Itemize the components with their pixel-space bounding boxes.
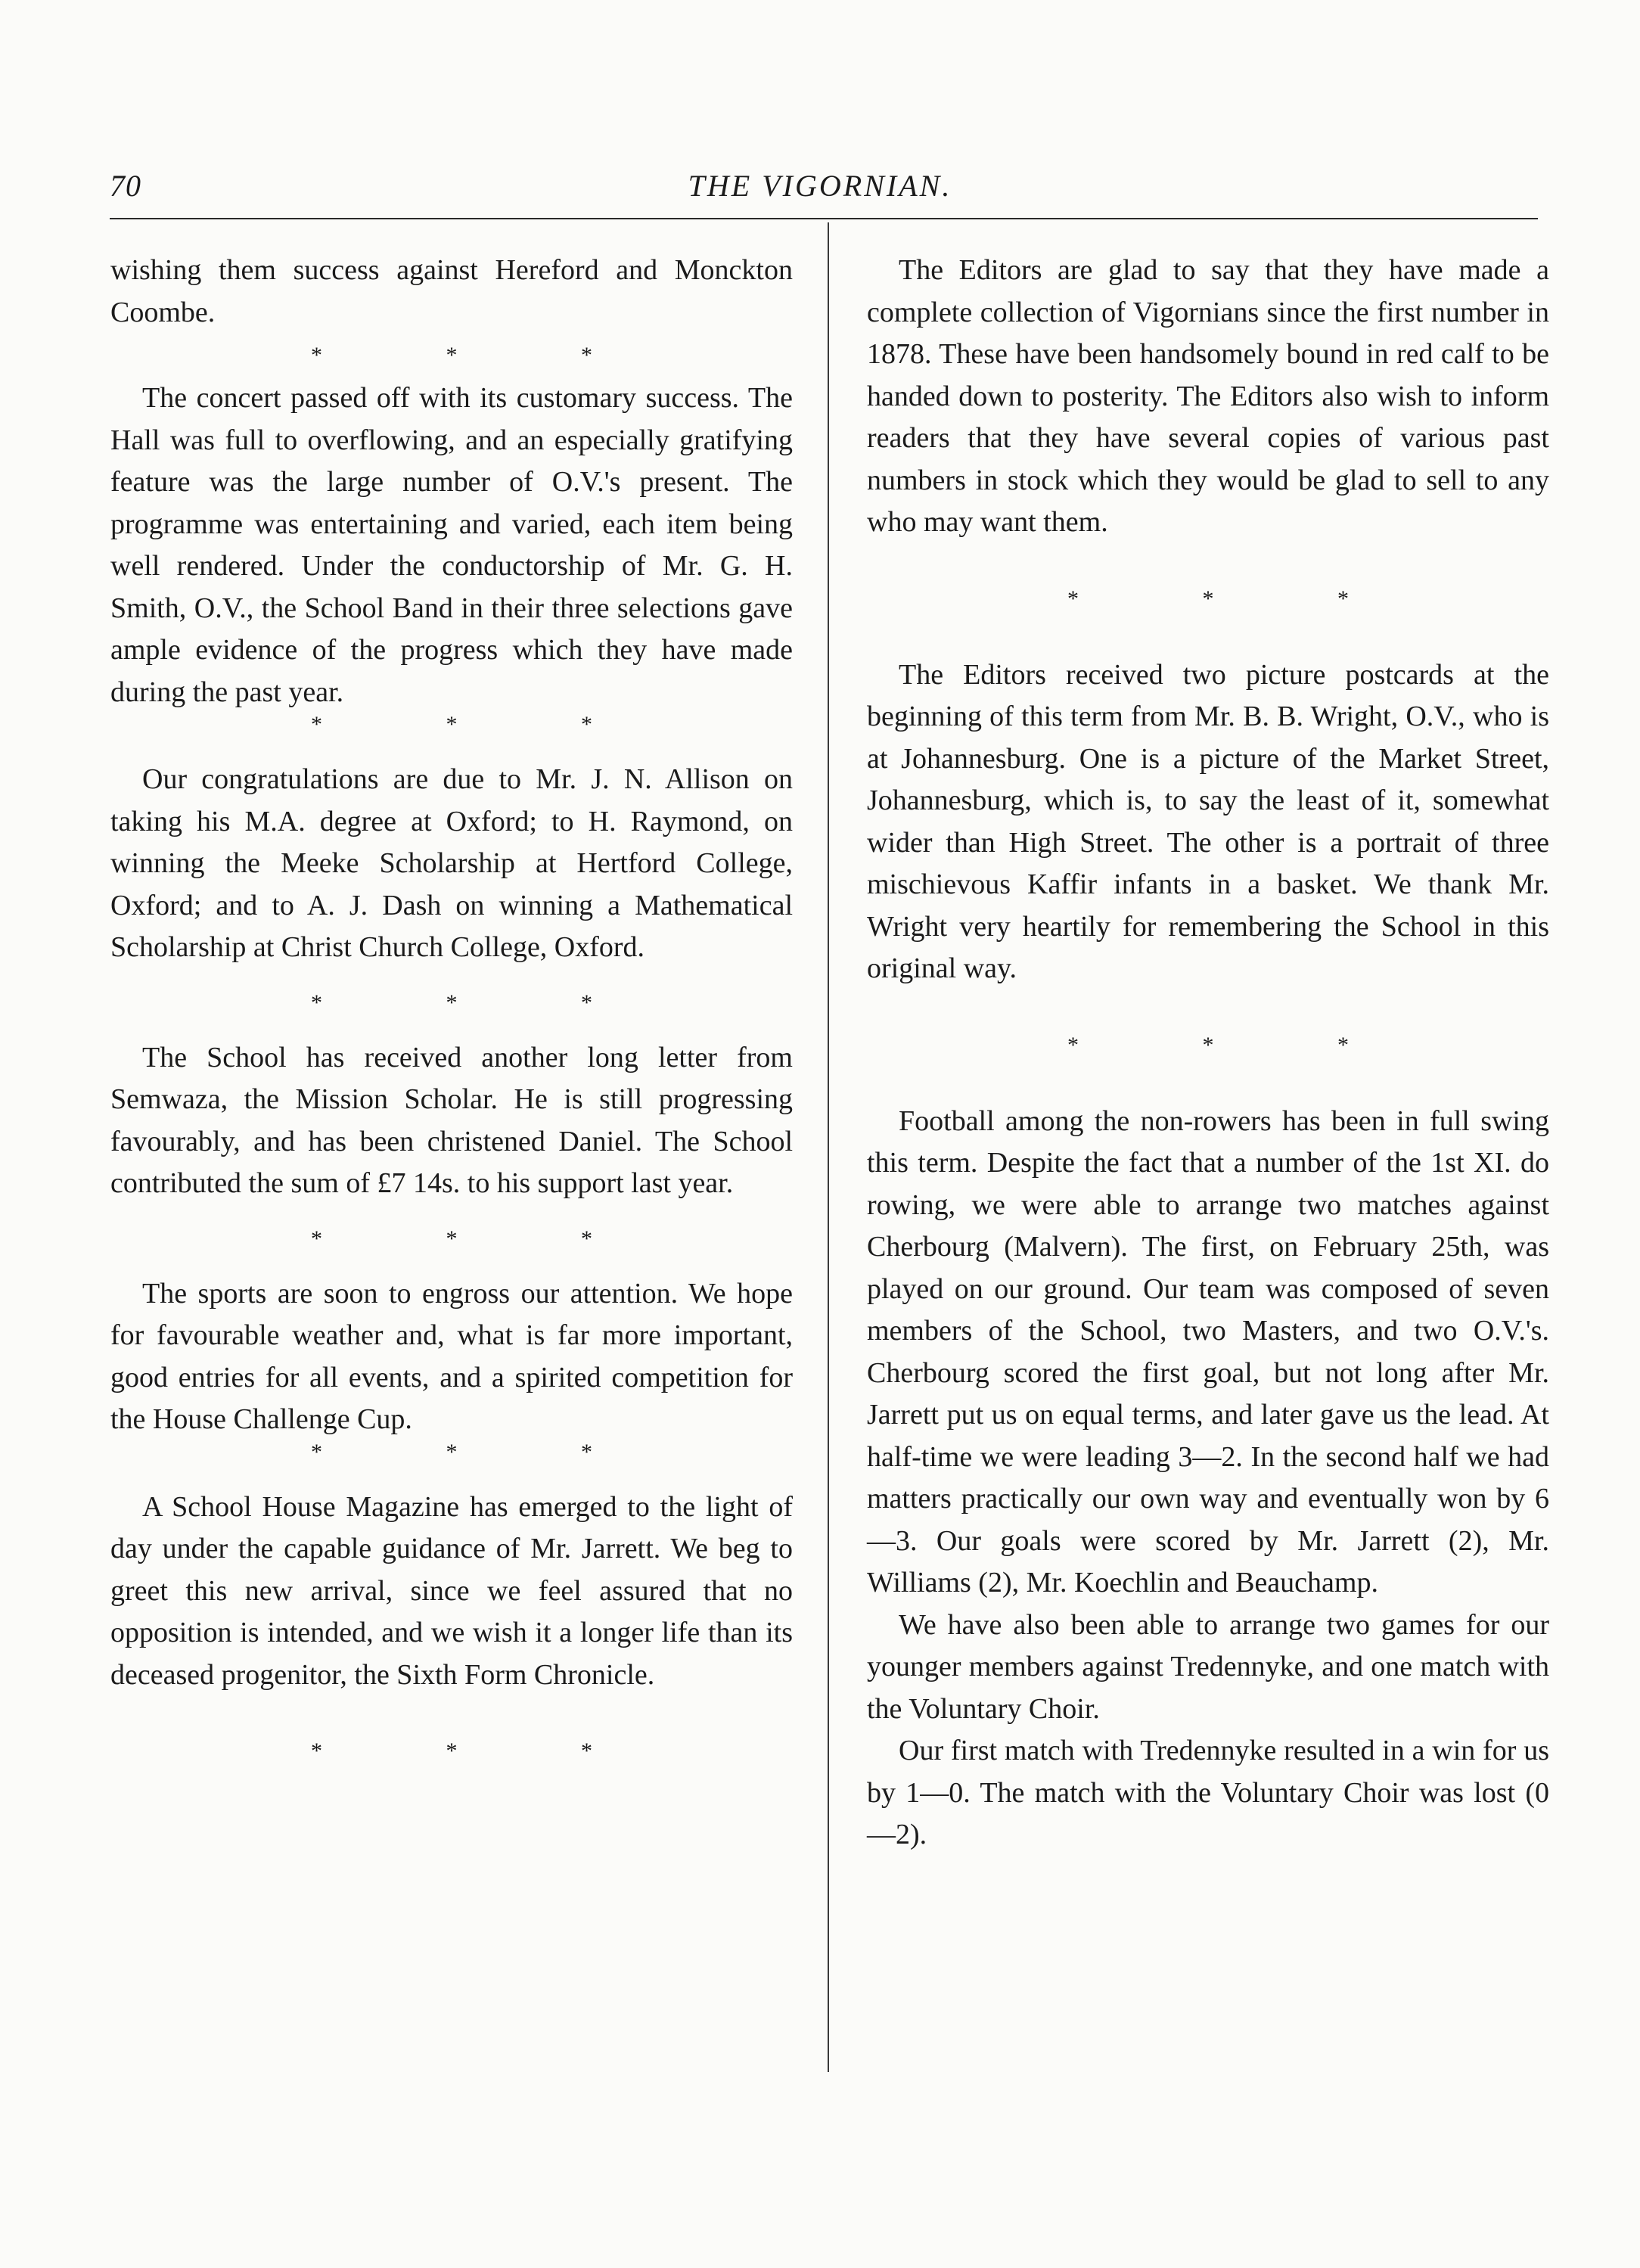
section-separator: * * *	[1067, 1032, 1408, 1058]
paragraph: The Editors are glad to say that they have made a complete collection of Vigornians since the first number in 1878. These have been handsomely bound in red calf to be handed down to posterity. The Editors also wish to inform readers that they have several copies of various past numbers in stock which they would be glad to sell to any who may want them.	[867, 254, 1549, 538]
paragraph: wishing them success against Hereford and Monckton Coombe.	[110, 254, 793, 328]
column-divider	[828, 222, 829, 2072]
paragraph: Our congratulations are due to Mr. J. N. Allison on taking his M.A. degree at Oxford; to H. Raymond, on winning the Meeke Scholarship at Hertford College, Oxford; and to A. J. Dash on winning a Mathematical Scholarship at Christ Church College, Oxford.	[110, 763, 793, 963]
header-rule	[110, 218, 1538, 219]
paragraph: We have also been able to arrange two games for our younger members against Tredennyke, and one match with the Voluntary Choir.	[867, 1608, 1549, 1725]
paragraph: The concert passed off with its customary success. The Hall was full to overflowing, and an especially gratifying feature was the large number of O.V.'s present. The programme was entertaining and varied, each item being well rendered. Under the conductorship of Mr. G. H. Smith, O.V., the School Band in their three selections gave ample evidence of the progress which they have made during the past year.	[110, 382, 793, 708]
page-number: 70	[110, 169, 141, 203]
section-separator: * * *	[311, 1439, 651, 1465]
left-column	[110, 250, 793, 1763]
section-separator: * * *	[1067, 586, 1408, 611]
paragraph: Football among the non-rowers has been in full swing this term. Despite the fact that a number of the 1st XI. do rowing, we were able to arrange two matches against Cherbourg (Malvern). The first, on February 25th, was played on our ground. Our team was composed of seven members of the School, two Masters, and two O.V.'s. Cherbourg scored the first goal, but not long after Mr. Jarrett put us on equal terms, and later gave us the lead. At half-time we were leading 3—2. In the second half we had matters practically our own way and eventually won by 6—3. Our goals were scored by Mr. Jarrett (2), Mr. Williams (2), Mr. Koechlin and Beauchamp.	[867, 1104, 1549, 1598]
section-separator: * * *	[311, 712, 651, 737]
right-column	[867, 250, 1549, 1856]
paragraph: The sports are soon to engross our attention. We hope for favourable weather and, what is far more important, good entries for all events, and a spirited competition for the House Challenge Cup.	[110, 1277, 793, 1435]
section-separator: * * *	[311, 1738, 651, 1763]
paragraph: The School has received another long letter from Semwaza, the Mission Scholar. He is still progressing favourably, and has been christened Daniel. The School contributed the sum of £7 14s. to his support last year.	[110, 1041, 793, 1199]
section-separator: * * *	[311, 990, 651, 1015]
section-separator: * * *	[311, 1226, 651, 1251]
page-title: THE VIGORNIAN.	[688, 169, 952, 203]
paragraph: The Editors received two picture postcards at the beginning of this term from Mr. B. B. Wright, O.V., who is at Johannesburg. One is a picture of the Market Street, Johannesburg, which is, to say the least of it, somewhat wider than High Street. The other is a portrait of three mischievous Kaffir infants in a basket. We thank Mr. Wright very heartily for remembering the School in this original way.	[867, 658, 1549, 984]
paragraph: A School House Magazine has emerged to the light of day under the capable guidance of Mr. Jarrett. We beg to greet this new arrival, since we feel assured that no opposition is intended, and we wish it a longer life than its deceased progenitor, the Sixth Form Chronicle.	[110, 1490, 793, 1691]
paragraph: Our first match with Tredennyke resulted in a win for us by 1—0. The match with the Voluntary Choir was lost (0—2).	[867, 1735, 1549, 1850]
section-separator: * * *	[311, 343, 651, 368]
